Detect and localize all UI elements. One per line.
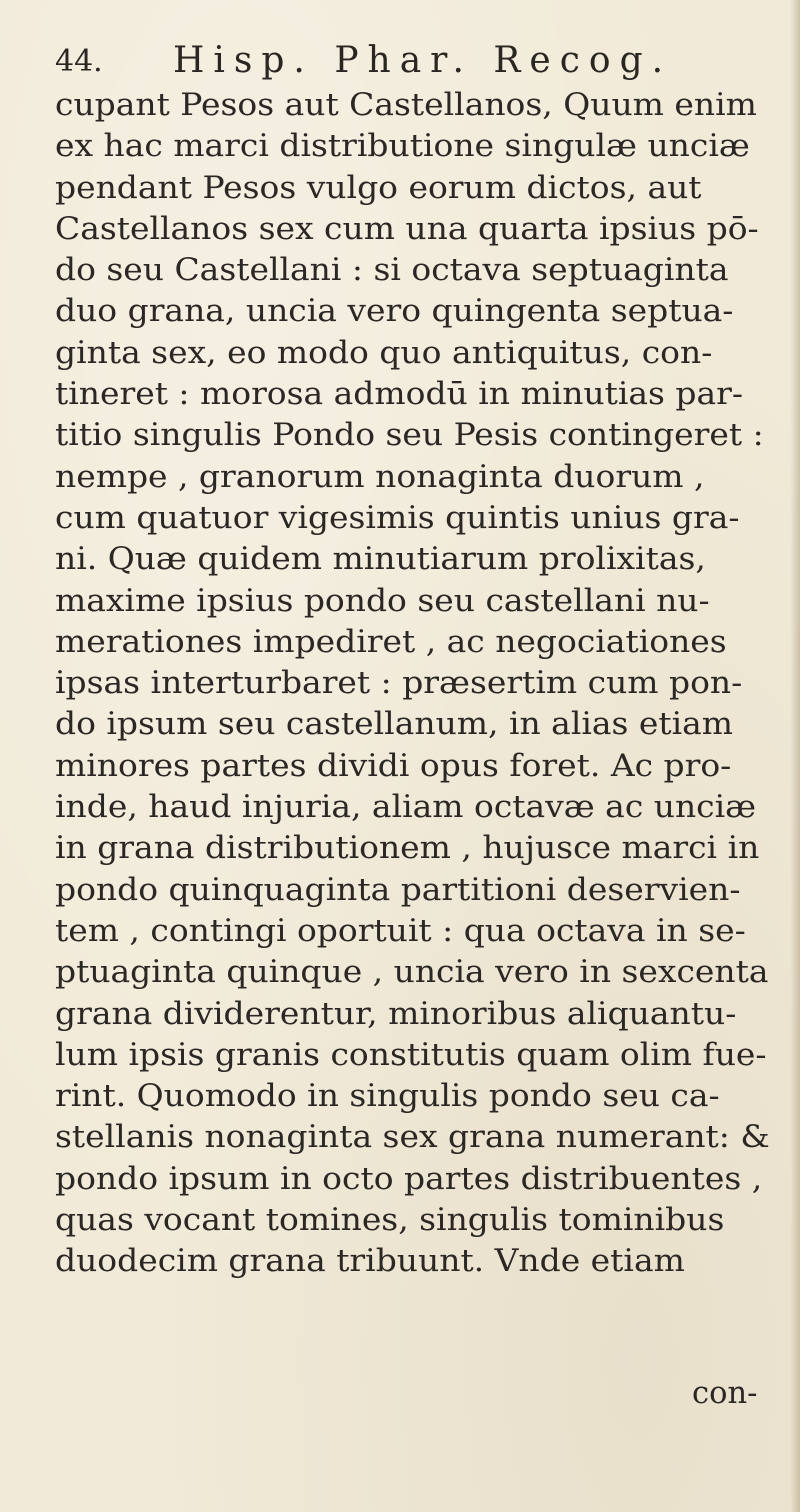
page-header (55, 40, 755, 90)
text-line: pondo ipsum in octo partes distribuentes , (55, 1161, 763, 1197)
text-line: tem , contingi oportuit : qua octava in se- (55, 913, 746, 949)
text-line: do ipsum seu castellanum, in alias etiam (55, 707, 734, 743)
text-line: pondo quinquaginta partitioni deservien- (55, 872, 741, 908)
body-text (55, 85, 790, 1283)
text-line: inde, haud injuria, aliam octavæ ac unciæ (55, 790, 757, 826)
text-line: tineret : morosa admodū in minutias par- (55, 377, 744, 413)
text-line: ginta sex, eo modo quo antiquitus, con- (55, 335, 713, 371)
text-line: Castellanos sex cum una quarta ipsius pō- (55, 211, 759, 247)
text-line: in grana distributionem , hujusce marci in (55, 831, 760, 867)
text-line: grana dividerentur, minoribus aliquantu- (55, 996, 737, 1032)
text-line: titio singulis Pondo seu Pesis contingeret : (55, 418, 764, 454)
text-line: nempe , granorum nonaginta duorum , (55, 459, 705, 495)
text-line: minores partes dividi opus foret. Ac pro- (55, 748, 732, 784)
text-line: cupant Pesos aut Castellanos, Quum enim (55, 88, 757, 123)
text-line: quas vocant tomines, singulis tominibus (55, 1203, 725, 1239)
text-line: pendant Pesos vulgo eorum dictos, aut (55, 170, 702, 206)
text-line: cum quatuor vigesimis quintis unius gra- (55, 500, 740, 536)
text-line: ni. Quæ quidem minutiarum prolixitas, (55, 542, 706, 578)
text-line: rint. Quomodo in singulis pondo seu ca- (55, 1079, 720, 1115)
text-line: maxime ipsius pondo seu castellani nu- (55, 583, 710, 619)
text-line: stellanis nonaginta sex grana numerant: & (55, 1120, 770, 1156)
page-number: 44. (55, 44, 103, 79)
running-head: Hisp. Phar. Recog. (173, 40, 673, 81)
text-line: duodecim grana tribuunt. Vnde etiam (55, 1244, 685, 1280)
page-edge (790, 0, 800, 1512)
text-line: duo grana, uncia vero quingenta septua- (55, 294, 734, 330)
catchword: con- (692, 1376, 758, 1411)
text-line: merationes impediret , ac negociationes (55, 624, 727, 660)
text-line: ptuaginta quinque , uncia vero in sexcenta (55, 955, 769, 991)
text-line: ex hac marci distributione singulæ unciæ (55, 129, 750, 165)
text-line: ipsas interturbaret : præsertim cum pon- (55, 666, 743, 702)
text-line: do seu Castellani : si octava septuaginta (55, 253, 729, 289)
text-line: lum ipsis granis constitutis quam olim fue- (55, 1037, 767, 1073)
